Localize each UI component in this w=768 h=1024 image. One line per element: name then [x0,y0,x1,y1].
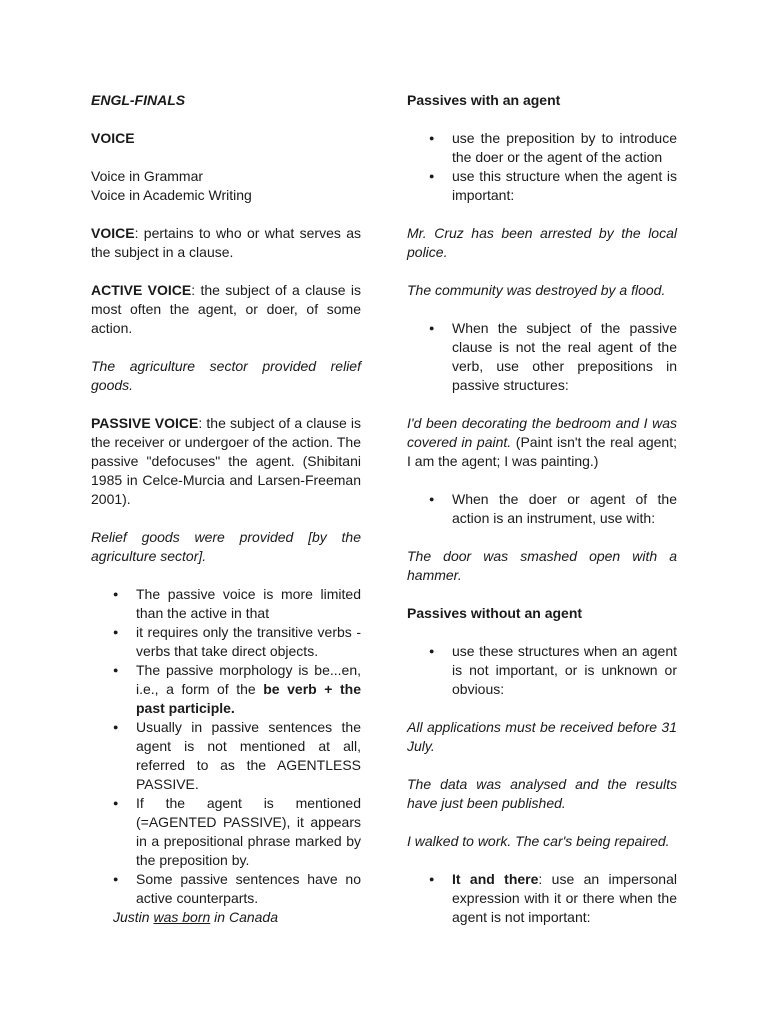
example-cruz: Mr. Cruz has been arrested by the local police. [407,225,677,260]
passive-notes-list [91,585,361,908]
passive-voice-term: PASSIVE VOICE [91,415,199,431]
instrument-list [407,490,677,528]
no-agent-heading: Passives without an agent [407,605,583,621]
passive-voice-example: Relief goods were provided [by the agriculture sector]. [91,529,361,564]
list-item: ● When the subject of the passive clause is not the real agent of the verb, use other prepositions in passive structures: [407,319,677,395]
other-prepositions-list [407,319,677,395]
list-item: ● The passive morphology is be...en, i.e., a form of the be verb + the past participle. [91,661,361,718]
active-voice-term: ACTIVE VOICE [91,282,192,298]
list-item: ● use these structures when an agent is not important, or is unknown or obvious: [407,642,677,699]
agent-list [407,129,677,205]
example-applications: All applications must be received before 31 July. [407,719,677,754]
list-item: ● It and there: use an impersonal expression with it or there when the agent is not important: [407,870,677,927]
list-item: ● use this structure when the agent is important: [407,167,677,205]
impersonal-term: It and there [452,871,539,887]
voice-term: VOICE [91,225,135,241]
voice-definition: VOICE: pertains to who or what serves as the subject in a clause. [91,225,361,260]
list-item: ● When the doer or agent of the action is an instrument, use with: [407,490,677,528]
impersonal-list [407,870,677,927]
list-item: ● Some passive sentences have no active counterparts. [91,870,361,908]
list-item: ● If the agent is mentioned (=AGENTED PASSIVE), it appears in a prepositional phrase marked by the preposition by. [91,794,361,870]
topic-list [91,167,361,205]
born-example: Justin was born in Canada [113,909,278,925]
active-voice-definition: ACTIVE VOICE: the subject of a clause is most often the agent, or doer, of some action. [91,282,362,336]
example-data: The data was analysed and the results have just been published. [407,776,677,811]
section-title: VOICE [91,130,135,146]
example-car: I walked to work. The car's being repaired. [407,833,670,849]
example-hammer: The door was smashed open with a hammer. [407,548,677,583]
list-item: ● Usually in passive sentences the agent is not mentioned at all, referred to as the AGENTLESS PASSIVE. [91,718,361,794]
active-voice-example: The agriculture sector provided relief goods. [91,358,361,393]
left-column [91,91,361,927]
agent-heading: Passives with an agent [407,92,561,108]
passive-voice-definition: PASSIVE VOICE: the subject of a clause is the receiver or undergoer of the action. The passive "defocuses" the agent. (Shibitani 1985 in Celce-Murcia and Larsen-Freeman 2001). [91,415,362,507]
topic-academic-writing: Voice in Academic Writing [91,187,252,203]
document-title: ENGL-FINALS [91,92,186,108]
example-flood: The community was destroyed by a flood. [407,282,666,298]
list-item: ● use the preposition by to introduce the doer or the agent of the action [407,129,677,167]
no-agent-list [407,642,677,699]
topic-grammar: Voice in Grammar [91,168,204,184]
right-column [407,91,677,946]
list-item: ● it requires only the transitive verbs - verbs that take direct objects. [91,623,361,661]
list-item: ● The passive voice is more limited than the active in that [91,585,361,623]
example-paint: I'd been decorating the bedroom and I was covered in paint. (Paint isn't the real agent; I am the agent; I was painting.) [407,415,678,469]
